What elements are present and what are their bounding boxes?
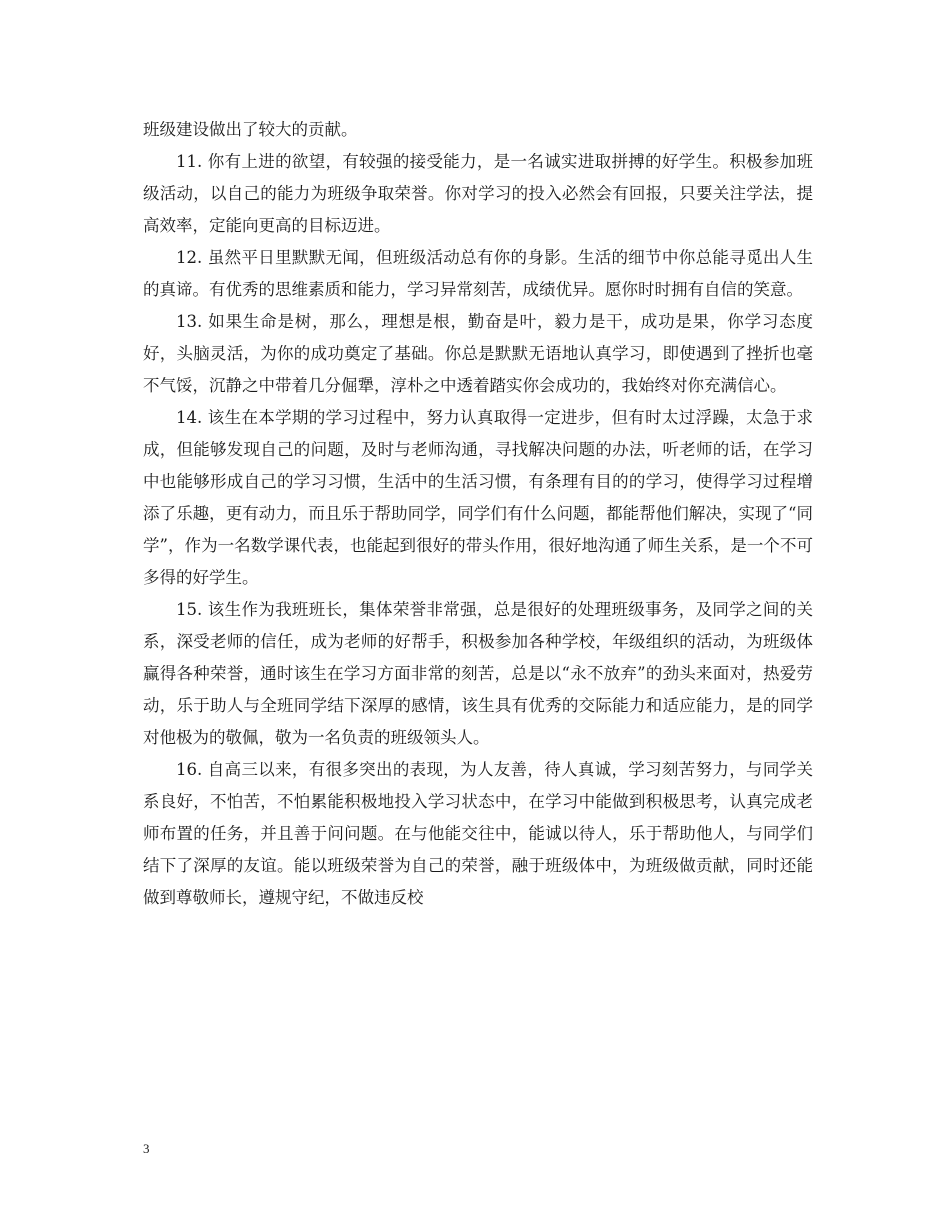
- paragraph-comment-16: 16. 自高三以来，有很多突出的表现，为人友善，待人真诚，学习刻苦努力，与同学关系良好，不怕苦，不怕累能积极地投入学习状态中，在学习中能做到积极思考，认真完成老师布置的任务，并且善于问问题。在与他能交往中，能诚以待人，乐于帮助他人，与同学们结下了深厚的友谊。能以班级荣誉为自己的荣誉，融于班级体中，为班级做贡献，同时还能做到尊敬师长，遵规守纪，不做违反校: [143, 760, 813, 907]
- document-body: [143, 114, 813, 914]
- paragraph-comment-13: 13. 如果生命是树，那么，理想是根，勤奋是叶，毅力是干，成功是果，你学习态度好，头脑灵活，为你的成功奠定了基础。你总是默默无语地认真学习，即使遇到了挫折也毫不气馁，沉静之中带着几分倔犟，淳朴之中透着踏实你会成功的，我始终对你充满信心。: [143, 312, 813, 395]
- paragraph-continuation: 班级建设做出了较大的贡献。: [143, 120, 358, 139]
- paragraph-comment-11: 11. 你有上进的欲望，有较强的接受能力，是一名诚实进取拼搏的好学生。积极参加班级活动，以自己的能力为班级争取荣誉。你对学习的投入必然会有回报，只要关注学法，提高效率，定能向更高的目标迈进。: [143, 152, 813, 235]
- paragraph-comment-15: 15. 该生作为我班班长，集体荣誉非常强，总是很好的处理班级事务，及同学之间的关系，深受老师的信任，成为老师的好帮手，积极参加各种学校，年级组织的活动，为班级体赢得各种荣誉，通时该生在学习方面非常的刻苦，总是以“永不放弃”的劲头来面对，热爱劳动，乐于助人与全班同学结下深厚的感情，该生具有优秀的交际能力和适应能力，是的同学对他极为的敬佩，敬为一名负责的班级领头人。: [143, 600, 813, 747]
- paragraph-comment-12: 12. 虽然平日里默默无闻，但班级活动总有你的身影。生活的细节中你总能寻觅出人生的真谛。有优秀的思维素质和能力，学习异常刻苦，成绩优异。愿你时时拥有自信的笑意。: [143, 248, 813, 299]
- page-number: 3: [143, 1141, 150, 1156]
- paragraph-comment-14: 14. 该生在本学期的学习过程中，努力认真取得一定进步，但有时太过浮躁，太急于求成，但能够发现自己的问题，及时与老师沟通，寻找解决问题的办法，听老师的话，在学习中也能够形成自己的学习习惯，生活中的生活习惯，有条理有目的的学习，使得学习过程增添了乐趣，更有动力，而且乐于帮助同学，同学们有什么问题，都能帮他们解决，实现了“同学”，作为一名数学课代表，也能起到很好的带头作用，很好地沟通了师生关系，是一个不可多得的好学生。: [143, 408, 813, 587]
